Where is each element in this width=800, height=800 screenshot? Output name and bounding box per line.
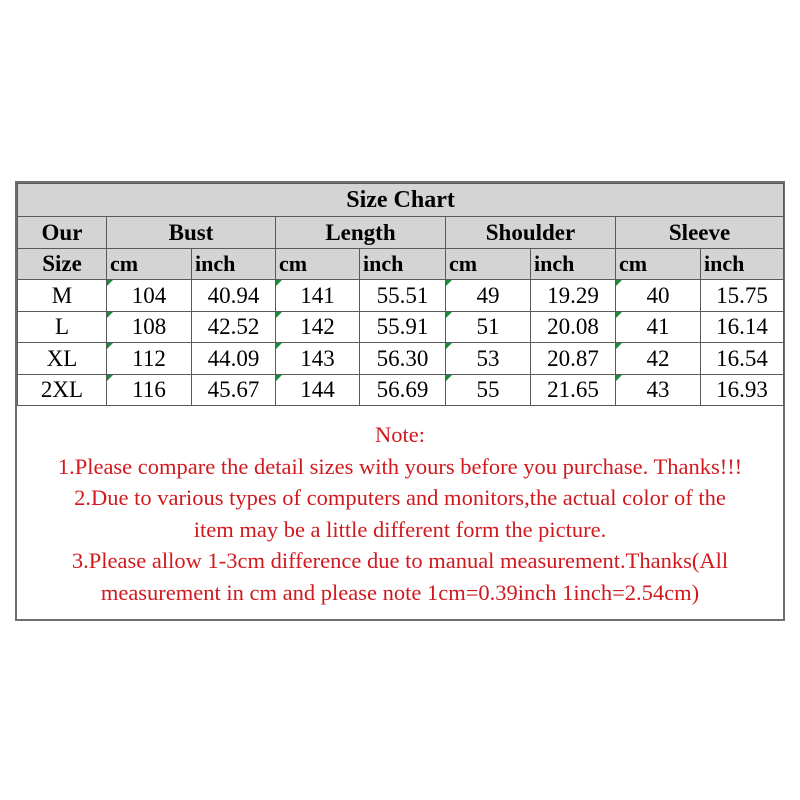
our-size-header-top: Our <box>18 217 107 249</box>
size-label: L <box>18 311 107 343</box>
note-line-5: measurement in cm and please note 1cm=0.39inch 1inch=2.54cm) <box>100 579 700 605</box>
bust-cm-cell: 108 <box>107 311 192 343</box>
length-cm-cell: 142 <box>276 311 360 343</box>
bust-inch-cell: 44.09 <box>192 343 276 375</box>
note-heading: Note: <box>375 422 425 447</box>
table-row <box>18 311 784 343</box>
shoulder-inch-cell: 20.08 <box>531 311 616 343</box>
sleeve-cm-cell: 43 <box>616 374 701 406</box>
length-cm-unit: cm <box>276 248 360 280</box>
length-inch-cell: 56.69 <box>360 374 446 406</box>
bust-inch-cell: 45.67 <box>192 374 276 406</box>
chart-title: Size Chart <box>18 184 784 217</box>
table-row <box>18 280 784 312</box>
bust-inch-cell: 40.94 <box>192 280 276 312</box>
shoulder-cm-unit: cm <box>446 248 531 280</box>
sleeve-cm-unit: cm <box>616 248 701 280</box>
length-inch-unit: inch <box>360 248 446 280</box>
shoulder-inch-unit: inch <box>531 248 616 280</box>
note-line-1: 1.Please compare the detail sizes with yours before you purchase. Thanks!!! <box>57 453 743 479</box>
shoulder-cm-cell: 55 <box>446 374 531 406</box>
size-chart-sheet <box>15 181 785 621</box>
bust-cm-cell: 104 <box>107 280 192 312</box>
note-line-4: 3.Please allow 1-3cm difference due to manual measurement.Thanks(All <box>71 548 729 574</box>
length-cm-cell: 144 <box>276 374 360 406</box>
size-label: XL <box>18 343 107 375</box>
bust-cm-cell: 116 <box>107 374 192 406</box>
sleeve-cm-cell: 41 <box>616 311 701 343</box>
note-line-2: 2.Due to various types of computers and monitors,the actual color of the <box>74 485 726 511</box>
note-section <box>17 419 783 609</box>
sleeve-header: Sleeve <box>616 217 784 249</box>
sleeve-inch-cell: 16.93 <box>701 374 784 406</box>
shoulder-inch-cell: 20.87 <box>531 343 616 375</box>
shoulder-inch-cell: 21.65 <box>531 374 616 406</box>
sleeve-inch-cell: 16.14 <box>701 311 784 343</box>
our-size-header-bottom: Size <box>18 248 107 280</box>
bust-cm-cell: 112 <box>107 343 192 375</box>
bust-cm-unit: cm <box>107 248 192 280</box>
bust-inch-unit: inch <box>192 248 276 280</box>
size-label: M <box>18 280 107 312</box>
length-inch-cell: 55.91 <box>360 311 446 343</box>
size-table <box>17 183 784 406</box>
table-row <box>18 343 784 375</box>
length-cm-cell: 141 <box>276 280 360 312</box>
sleeve-inch-unit: inch <box>701 248 784 280</box>
bust-header: Bust <box>107 217 276 249</box>
size-label: 2XL <box>18 374 107 406</box>
length-cm-cell: 143 <box>276 343 360 375</box>
table-row <box>18 374 784 406</box>
shoulder-cm-cell: 53 <box>446 343 531 375</box>
length-inch-cell: 55.51 <box>360 280 446 312</box>
sleeve-cm-cell: 42 <box>616 343 701 375</box>
note-line-3: item may be a little different form the picture. <box>193 516 607 542</box>
shoulder-header: Shoulder <box>446 217 616 249</box>
sleeve-inch-cell: 15.75 <box>701 280 784 312</box>
length-header: Length <box>276 217 446 249</box>
length-inch-cell: 56.30 <box>360 343 446 375</box>
shoulder-cm-cell: 51 <box>446 311 531 343</box>
shoulder-cm-cell: 49 <box>446 280 531 312</box>
bust-inch-cell: 42.52 <box>192 311 276 343</box>
sleeve-inch-cell: 16.54 <box>701 343 784 375</box>
sleeve-cm-cell: 40 <box>616 280 701 312</box>
shoulder-inch-cell: 19.29 <box>531 280 616 312</box>
